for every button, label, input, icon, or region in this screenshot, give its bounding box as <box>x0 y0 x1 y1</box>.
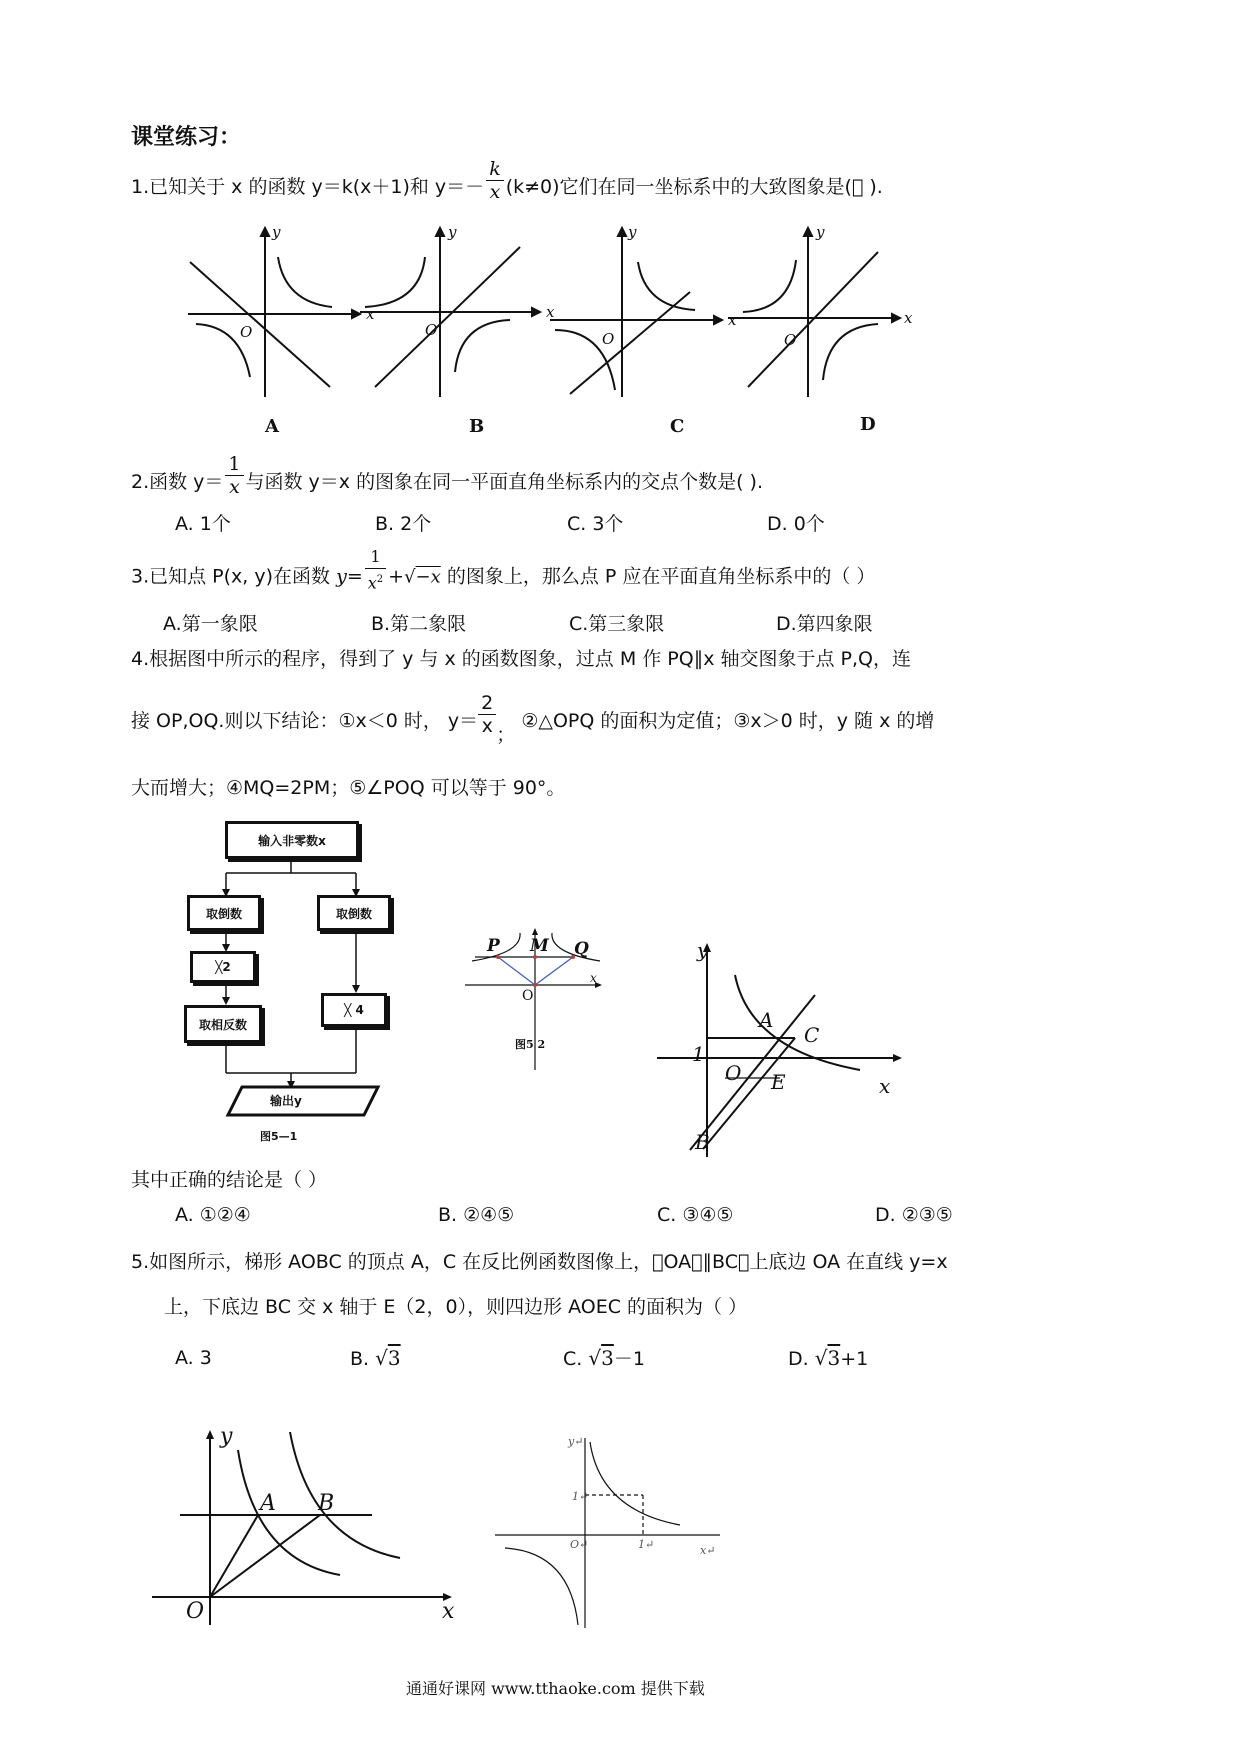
q5-option-b-sqrt: √3 <box>375 1346 401 1370</box>
q5-option-c-label: C. <box>563 1348 583 1370</box>
fig2-caption: 图5 2 <box>515 1038 546 1051</box>
q4-figure-trapezoid <box>655 935 905 1160</box>
q4-fraction <box>478 692 496 737</box>
q3-frac-den: x <box>367 573 377 593</box>
q2-option-b[interactable]: B. 2个 <box>375 513 432 535</box>
q5-line1: 5.如图所示，梯形 AOBC 的顶点 A，C 在反比例函数图像上， OA ∥BC，上底边 OA 在直线 y=x <box>131 1251 948 1273</box>
q1-stem-a: 1.已知关于 x 的函数 y＝k(x＋1)和 y＝－ <box>131 176 485 198</box>
q2-option-a[interactable]: A. 1个 <box>175 513 231 535</box>
fig3-label-a: A <box>759 1008 774 1032</box>
q4-frac-num: 2 <box>478 692 496 715</box>
q2-stem-a: 2.函数 y＝ <box>131 471 224 493</box>
q4-option-a[interactable]: A. ①②④ <box>175 1204 251 1226</box>
q3-frac-den-sup: 2 <box>376 574 384 585</box>
flowchart-input-box: 输入非零数x <box>225 821 359 859</box>
q1-graph-d <box>728 228 900 397</box>
q5-option-b[interactable] <box>350 1346 401 1371</box>
flowchart-output-label: 输出y <box>270 1094 302 1108</box>
q1c-origin: O <box>602 330 615 348</box>
q4-conclusion: 其中正确的结论是（ ） <box>131 1169 328 1191</box>
q5-option-c-rad: 3 <box>601 1346 614 1370</box>
figab-label-y: y <box>220 1424 233 1449</box>
q1-frac-num: k <box>486 158 504 181</box>
q2-option-c[interactable]: C. 3个 <box>567 513 624 535</box>
q1-graph-c <box>550 228 722 397</box>
fig2-label-m: M <box>530 936 549 956</box>
q1-graph-b <box>360 228 540 397</box>
q4-y-eq: y＝ <box>447 710 479 732</box>
q2-stem <box>131 453 763 498</box>
q1-option-a[interactable]: A <box>265 416 279 437</box>
q5-option-d-label: D. <box>788 1348 809 1370</box>
q1-frac-den: x <box>489 181 501 203</box>
q4-line1: 4.根据图中所示的程序，得到了 y 与 x 的函数图象，过点 M 作 PQ∥x 轴交图象于点 P,Q，连 <box>131 648 911 670</box>
q3-frac-den-wrap <box>365 569 386 594</box>
q5-option-c-sqrt: √3 <box>588 1346 614 1370</box>
q3-func-y: y <box>336 565 347 588</box>
q5-option-d-rad: 3 <box>827 1346 841 1370</box>
q3-plus: + <box>388 565 405 588</box>
q2-fraction <box>225 453 243 498</box>
q1-stem-b: (k≠0)它们在同一坐标系中的大致图象是(  ). <box>505 176 883 198</box>
fig3-label-1: 1 <box>692 1042 705 1066</box>
fig3-label-c: C <box>804 1023 820 1047</box>
q3-stem-a: 3.已知点 P(x, y)在函数 <box>131 565 331 588</box>
q1b-x-label: x <box>546 303 555 321</box>
q1b-y-label: y <box>448 223 457 241</box>
q5-figure-reciprocal <box>490 1430 730 1630</box>
q1d-origin: O <box>784 331 797 349</box>
fig3-label-x: x <box>879 1074 891 1098</box>
figrc-label-o: O↵ <box>570 1538 589 1551</box>
q1-graph-a <box>188 228 360 397</box>
fig3-label-e: E <box>771 1070 786 1094</box>
figab-label-x: x <box>442 1599 455 1624</box>
figrc-label-1x: 1↵ <box>638 1538 655 1551</box>
q3-stem <box>131 547 876 594</box>
q5-option-c[interactable] <box>563 1346 645 1371</box>
q2-option-d[interactable]: D. 0个 <box>767 513 825 535</box>
flowchart-caption: 图5—1 <box>260 1130 298 1143</box>
q1b-origin: O <box>425 321 438 339</box>
q5-figure-ab <box>150 1420 470 1625</box>
flowchart-reciprocal-left: 取倒数 <box>187 895 261 931</box>
figrc-label-x: x↵ <box>700 1544 716 1557</box>
q2-frac-num: 1 <box>225 453 243 476</box>
figrc-label-1y: 1↵ <box>572 1490 589 1503</box>
flowchart-negate: 取相反数 <box>184 1005 262 1043</box>
q4-line2b: ②△OPQ 的面积为定值；③x＞0 时，y 随 x 的增 <box>521 710 935 732</box>
q4-option-c[interactable]: C. ③④⑤ <box>657 1204 734 1226</box>
q4-frac-den: x <box>481 715 493 737</box>
q3-rad-content: −x <box>415 566 441 588</box>
q3-stem-b: 的图象上，那么点 P 应在平面直角坐标系中的（ ） <box>446 565 876 588</box>
q4-option-b[interactable]: B. ②④⑤ <box>438 1204 515 1226</box>
q5-option-b-rad: 3 <box>387 1346 401 1370</box>
q3-func-eq: = <box>346 565 363 588</box>
q1-fraction <box>486 158 504 203</box>
q4-option-d[interactable]: D. ②③⑤ <box>875 1204 953 1226</box>
q5-line2: 上，下底边 BC 交 x 轴于 E（2，0），则四边形 AOEC 的面积为（ ） <box>164 1296 748 1318</box>
flowchart-output-shape <box>228 1087 378 1115</box>
q1-option-b[interactable]: B <box>469 416 485 437</box>
figab-label-b: B <box>318 1491 335 1516</box>
flowchart-times2: ╳2 <box>190 951 256 983</box>
fig2-label-o: O <box>522 988 534 1004</box>
figab-label-o: O <box>186 1599 205 1624</box>
q1a-origin: O <box>240 323 253 341</box>
q1-option-d[interactable]: D <box>860 414 876 435</box>
q1c-y-label: y <box>628 223 637 241</box>
figrc-label-y: y↵ <box>568 1435 584 1448</box>
fig3-label-y: y <box>697 938 709 962</box>
q5-option-c-tail: －1 <box>613 1348 645 1370</box>
q1d-x-label: x <box>904 309 913 327</box>
fig2-label-p: P <box>487 936 500 956</box>
q4-line3: 大而增大；④MQ=2PM；⑤∠POQ 可以等于 90°。 <box>131 777 566 799</box>
q4-line2a: 接 OP,OQ.则以下结论：①x＜0 时， <box>131 710 442 732</box>
page-footer: 通通好课网 www.tthaoke.com 提供下载 <box>406 1679 705 1698</box>
q1-graphs <box>180 222 980 402</box>
q1c-x-label: x <box>728 311 737 329</box>
q5-option-d[interactable] <box>788 1346 868 1371</box>
figab-label-a: A <box>260 1491 276 1516</box>
fig3-label-o: O <box>725 1061 742 1085</box>
q1-stem <box>131 158 883 203</box>
q5-option-b-label: B. <box>350 1348 370 1370</box>
q2-frac-den: x <box>229 476 240 498</box>
q5-option-d-tail: +1 <box>840 1348 869 1370</box>
q3-fraction <box>365 546 386 594</box>
q3-option-b[interactable]: B.第二象限 <box>371 613 467 635</box>
q1-option-c[interactable]: C <box>670 416 685 437</box>
q4-figure-5-2 <box>460 925 610 1075</box>
q3-option-d[interactable]: D.第四象限 <box>776 613 873 635</box>
q3-frac-num: 1 <box>365 546 386 569</box>
q1a-y-label: y <box>272 223 281 241</box>
page-title: 课堂练习： <box>131 125 242 150</box>
q3-option-c[interactable]: C.第三象限 <box>569 613 665 635</box>
flowchart-times4: ╳ 4 <box>321 993 387 1027</box>
q3-option-a[interactable]: A.第一象限 <box>163 613 258 635</box>
q3-sqrt: √−x <box>404 566 441 588</box>
q1d-y-label: y <box>816 223 825 241</box>
q4-line2 <box>131 692 935 747</box>
flowchart-reciprocal-right: 取倒数 <box>317 895 391 931</box>
q5-option-d-sqrt: √3 <box>814 1346 841 1370</box>
q1a-x-label: x <box>366 305 375 323</box>
fig2-label-q: Q <box>574 939 589 959</box>
q4-semicolon: ； <box>496 724 516 746</box>
q4-flowchart <box>180 815 410 1145</box>
fig2-label-x: x <box>590 971 597 985</box>
q2-stem-b: 与函数 y＝x 的图象在同一平面直角坐标系内的交点个数是( ). <box>245 471 763 493</box>
q5-option-a[interactable]: A. 3 <box>175 1347 212 1369</box>
fig3-label-b: B <box>695 1130 710 1154</box>
